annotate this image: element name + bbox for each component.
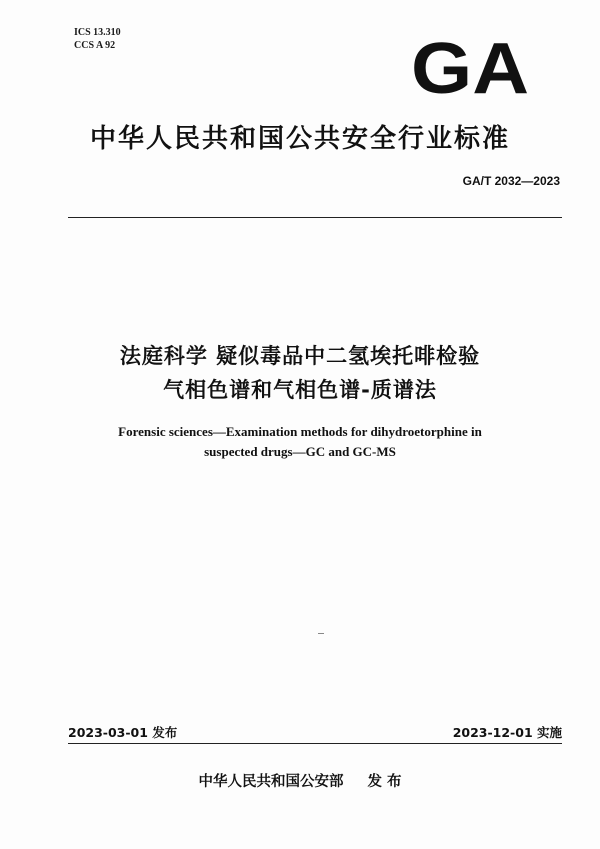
publisher-action: 发 布 (367, 774, 402, 790)
scan-mark (318, 633, 324, 634)
implementation-date: 2023-12-01 实施 (452, 725, 562, 740)
publisher-org: 中华人民共和国公安部 (198, 774, 344, 790)
ga-logo (410, 37, 530, 95)
chinese-title-line-1: 法庭科学 疑似毒品中二氢埃托啡检验 (119, 344, 481, 368)
english-title-line-1: Forensic sciences—Examination methods for dihydroetorphine in (118, 424, 482, 439)
issue-date: 2023-03-01 发布 (68, 725, 178, 740)
english-title-line-2: suspected drugs—GC and GC-MS (204, 444, 396, 459)
chinese-title-line-2: 气相色谱和气相色谱-质谱法 (163, 378, 437, 402)
standard-number: GA/T 2032—2023 (462, 174, 560, 188)
top-divider (68, 217, 562, 218)
standard-category: 中华人民共和国公共安全行业标准 (89, 124, 510, 154)
classification-codes (74, 26, 121, 52)
bottom-divider (68, 743, 562, 744)
ics-code: ICS 13.310 (74, 27, 121, 38)
ga-logo-text: GA (411, 37, 529, 95)
ccs-code: CCS A 92 (74, 40, 116, 51)
publisher-line (0, 770, 600, 791)
